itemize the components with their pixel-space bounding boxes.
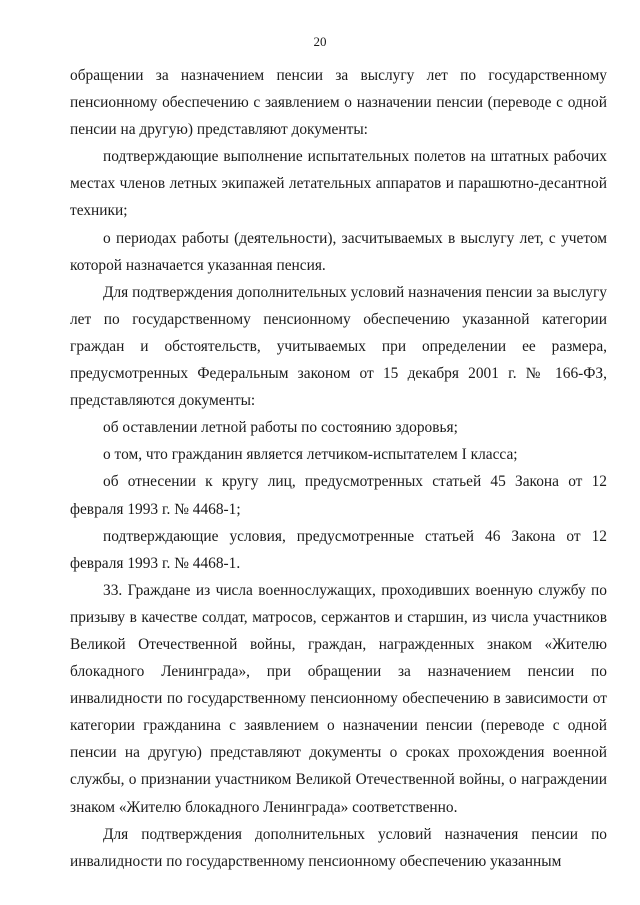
paragraph-additional-conditions: Для подтверждения дополнительных условий назначения пенсии за выслугу лет по государственному пенсионному обеспечению указанной категории граждан и обстоятельств, учитываемых при определении ее размера, предусмотренных Федеральным законом от 15 декабря 2001 г. № 166-ФЗ, представляются документы:: [70, 283, 607, 410]
paragraph-continuation: обращении за назначением пенсии за выслугу лет по государственному пенсионному обеспечению с заявлением о назначении пенсии (переводе с одной пенсии на другую) представляют документы:: [70, 67, 607, 139]
paragraph-test-pilot: о том, что гражданин является летчиком-испытателем I класса;: [103, 446, 518, 464]
paragraph-article-46: подтверждающие условия, предусмотренные статьей 46 Закона от 12 февраля 1993 г. № 4468-1.: [70, 527, 607, 572]
page-number: 20: [313, 34, 327, 49]
paragraph-article-45: об отнесении к кругу лиц, предусмотренных статьей 45 Закона от 12 февраля 1993 г. № 4468-1;: [70, 473, 607, 518]
paragraph-health-reason: об оставлении летной работы по состоянию здоровья;: [103, 419, 458, 437]
paragraph-flight-tests: подтверждающие выполнение испытательных полетов на штатных рабочих местах членов летных экипажей летательных аппаратов и парашютно-десантной техники;: [70, 148, 607, 220]
document-body: [70, 62, 607, 875]
paragraph-disability-conditions: Для подтверждения дополнительных условий назначения пенсии по инвалидности по государственному пенсионному обеспечению указанным: [70, 825, 607, 870]
paragraph-item-33: 33. Граждане из числа военнослужащих, проходивших военную службу по призыву в качестве солдат, матросов, сержантов и старшин, из числа участников Великой Отечественной войны, граждан, награжденных знаком «Жителю блокадного Ленинграда», при обращении за назначением пенсии по инвалидности по государственному пенсионному обеспечению в зависимости от категории гражданина с заявлением о назначении пенсии (переводе с одной пенсии на другую) представляют документы о сроках прохождения военной службы, о признании участником Великой Отечественной войны, о награждении знаком «Жителю блокадного Ленинграда» соответственно.: [70, 581, 607, 816]
paragraph-work-periods: о периодах работы (деятельности), засчитываемых в выслугу лет, с учетом которой назначается указанная пенсия.: [70, 229, 607, 274]
